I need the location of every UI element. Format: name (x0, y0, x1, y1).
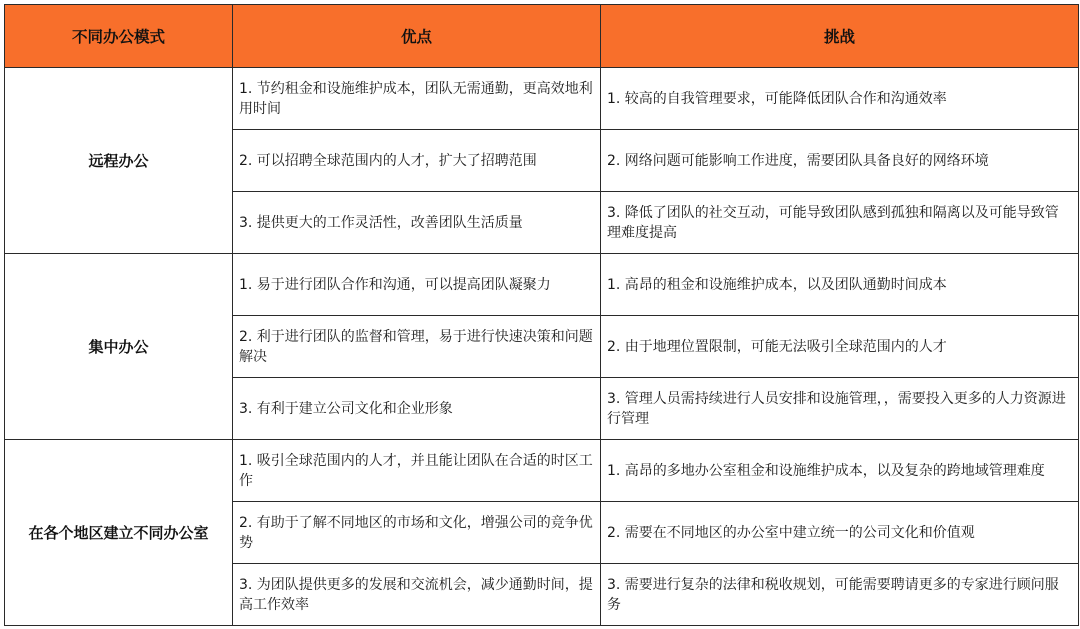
header-challenges: 挑战 (601, 5, 1079, 68)
header-mode: 不同办公模式 (5, 5, 233, 68)
mode-cell-multi-region: 在各个地区建立不同办公室 (5, 440, 233, 626)
table-row (5, 68, 1079, 130)
advantage-cell: 1. 吸引全球范围内的人才，并且能让团队在合适的时区工作 (233, 440, 601, 502)
mode-cell-remote: 远程办公 (5, 68, 233, 254)
table-row (5, 254, 1079, 316)
advantage-cell: 3. 为团队提供更多的发展和交流机会，减少通勤时间，提高工作效率 (233, 564, 601, 626)
advantage-cell: 3. 提供更大的工作灵活性，改善团队生活质量 (233, 192, 601, 254)
advantage-cell: 2. 可以招聘全球范围内的人才，扩大了招聘范围 (233, 130, 601, 192)
table-body (5, 68, 1079, 626)
table-row (5, 440, 1079, 502)
mode-cell-centralized: 集中办公 (5, 254, 233, 440)
comparison-table (4, 4, 1079, 626)
challenge-cell: 3. 需要进行复杂的法律和税收规划，可能需要聘请更多的专家进行顾问服务 (601, 564, 1079, 626)
challenge-cell: 3. 管理人员需持续进行人员安排和设施管理，，需要投入更多的人力资源进行管理 (601, 378, 1079, 440)
table-header (5, 5, 1079, 68)
advantage-cell: 3. 有利于建立公司文化和企业形象 (233, 378, 601, 440)
advantage-cell: 1. 易于进行团队合作和沟通，可以提高团队凝聚力 (233, 254, 601, 316)
advantage-cell: 2. 利于进行团队的监督和管理，易于进行快速决策和问题解决 (233, 316, 601, 378)
challenge-cell: 1. 高昂的租金和设施维护成本，以及团队通勤时间成本 (601, 254, 1079, 316)
challenge-cell: 1. 较高的自我管理要求，可能降低团队合作和沟通效率 (601, 68, 1079, 130)
header-row (5, 5, 1079, 68)
challenge-cell: 2. 需要在不同地区的办公室中建立统一的公司文化和价值观 (601, 502, 1079, 564)
challenge-cell: 2. 由于地理位置限制，可能无法吸引全球范围内的人才 (601, 316, 1079, 378)
challenge-cell: 2. 网络问题可能影响工作进度，需要团队具备良好的网络环境 (601, 130, 1079, 192)
challenge-cell: 1. 高昂的多地办公室租金和设施维护成本，以及复杂的跨地域管理难度 (601, 440, 1079, 502)
challenge-cell: 3. 降低了团队的社交互动，可能导致团队感到孤独和隔离以及可能导致管理难度提高 (601, 192, 1079, 254)
advantage-cell: 2. 有助于了解不同地区的市场和文化，增强公司的竞争优势 (233, 502, 601, 564)
advantage-cell: 1. 节约租金和设施维护成本，团队无需通勤，更高效地利用时间 (233, 68, 601, 130)
header-advantages: 优点 (233, 5, 601, 68)
